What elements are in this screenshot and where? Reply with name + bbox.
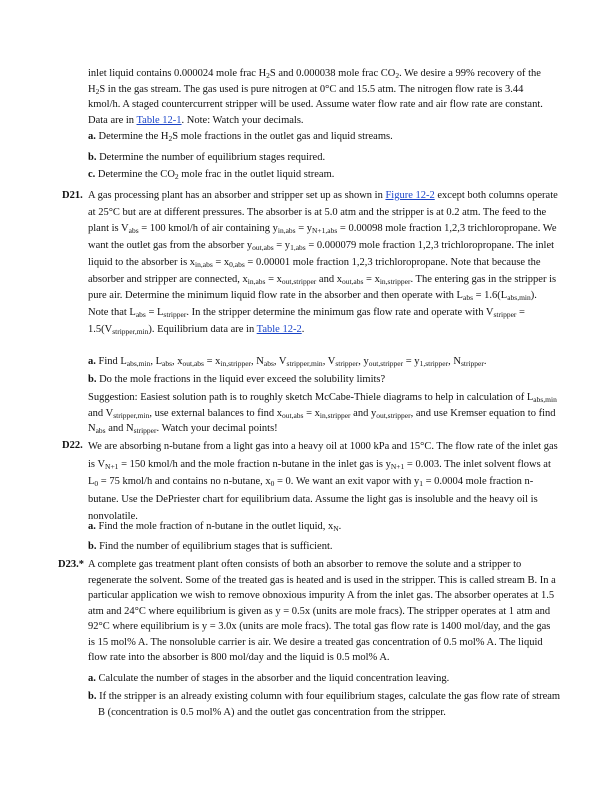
- intro-paragraph: inlet liquid contains 0.000024 mole frac $H_2S$ and 0.000038 mole frac $CO_2$. We desire a 99% recovery of the $H_2S$ in the gas stream. The gas used is pure nitrogen at 0°C and 15.5 atm. The nitrogen flow rate is 3.44 kmol/h. A staged countercurrent stripper will be used. Assume water flow rate and air flow rate are constant. Data are in Table 12-1. Note: Watch your decimals.: [88, 68, 543, 126]
- figure-12-2-link[interactable]: Figure 12-2: [385, 190, 435, 201]
- intro-part-a: a. Determine the $H_2S$ mole fractions in the outlet gas and liquid streams.: [88, 131, 393, 143]
- problem-d21-text: A gas processing plant has an absorber and stripper set up as shown in Figure 12-2 except both columns operate at 25°C but are at different pressures. The absorber is at 5.0 atm and the stripper is at 0.2 atm. The feed to the plant is $V_{abs} = 100$ kmol/h of air containing $y_{in,abs} = y_{N+1,abs} = 0.00098$ mole fraction 1,2,3 trichloropropane. We want the outlet gas from the absorber $y_{out,abs} = y_{1,abs} = 0.000079$ mole fraction 1,2,3 trichloropropane. The inlet liquid to the absorber is $x_{in,abs} = x_{0,abs} = 0.00001$ mole fraction 1,2,3 trichloropropane. Note that because the absorber and stripper are connected, $x_{in,abs} = x_{out,stripper}$ and $x_{out,abs} = x_{in,stripper}$. The entering gas in the stripper is pure air. Determine the minimum liquid flow rate in the absorber and then operate with $L_{abs} = 1.6(L_{abs,min})$. Note that $L_{abs} = L_{stripper}$. In the stripper determine the minimum gas flow rate and operate with $V_{stripper} = 1.5(V_{stripper,min})$. Equilibrium data are in Table 12-2.: [88, 190, 558, 336]
- problem-d23-text: A complete gas treatment plant often consists of both an absorber to remove the solute and a stripper to regenerate the solvent. Some of the treated gas is heated and is used in the stripper. This is called stream B. In a particular application we wish to remove obnoxious impurity A from the inlet gas. The absorber operates at 1.5 atm and 24°C where equilibrium is given as y = 0.5x (units are mole fracs). The stripper operates at 1 atm and 92°C where equilibrium is y = 3.0x (units are mole fracs). The total gas flow rate is 1400 mol/day, and the gas is 15 mol% A. The nonsoluble carrier is air. We desire a treated gas concentration of 0.5 mol% A. The liquid flow rate into the absorber is 800 mol/day and the liquid is 0.5 mol% A.: [88, 559, 556, 663]
- problem-d22-part-b: b. Find the number of equilibrium stages that is sufficient.: [88, 541, 333, 552]
- problem-number-d21: D21.: [62, 190, 83, 201]
- problem-d21-part-b: b. Do the mole fractions in the liquid ever exceed the solubility limits?: [88, 374, 386, 385]
- problem-d22-part-a: a. Find the mole fraction of n-butane in the outlet liquid, $x_N$.: [88, 521, 342, 533]
- problem-d23-part-a: a. Calculate the number of stages in the absorber and the liquid concentration leaving.: [88, 673, 450, 684]
- problem-number-d23: D23.*: [58, 559, 84, 570]
- problem-d21-suggestion: Suggestion: Easiest solution path is to roughly sketch McCabe-Thiele diagrams to help in calculation of $L_{abs,min}$ and $V_{stripper,min}$, use external balances to find $x_{out,abs} = x_{in,stripper}$ and $y_{out,stripper}$, and use Kremser equation to find $N_{abs}$ and $N_{stripper}$. Watch your decimal points!: [88, 392, 557, 435]
- table-12-2-link[interactable]: Table 12-2: [256, 323, 302, 335]
- problem-number-d22: D22.: [62, 440, 83, 451]
- problem-d22-text: We are absorbing n-butane from a light gas into a heavy oil at 1000 kPa and 15°C. The flow rate of the inlet gas is $V_{N+1} = 150$ kmol/h and the mole fraction n-butane in the inlet gas is $y_{N+1} = 0.003$. The inlet solvent flows at $L_0 = 75$ kmol/h and contains no n-butane, $x_0 = 0$. We want an exit vapor with $y_1 = 0.0004$ mole fraction n-butane. Use the DePriester chart for equilibrium data. Assume the light gas is insoluble and the heavy oil is nonvolatile.: [88, 441, 558, 523]
- problem-d21-part-a: a. Find $L_{abs,min}$, $L_{abs}$, $x_{out,abs} = x_{in,stripper}$, $N_{abs}$, $V_{stripper,min}$, $V_{stripper}$, $y_{out,stripper} = y_{1,stripper}$, $N_{stripper}$.: [88, 356, 487, 368]
- intro-part-b: b. Determine the number of equilibrium stages required.: [88, 152, 326, 163]
- intro-part-c: c. Determine the $CO_2$ mole frac in the outlet liquid stream.: [88, 169, 335, 181]
- table-12-1-link[interactable]: Table 12-1: [136, 114, 182, 126]
- problem-d23-part-b: b. If the stripper is an already existing column with four equilibrium stages, calculate the gas flow rate of stream B (concentration is 0.5 mol% A) and the outlet gas concentration from the stripper.: [88, 691, 561, 718]
